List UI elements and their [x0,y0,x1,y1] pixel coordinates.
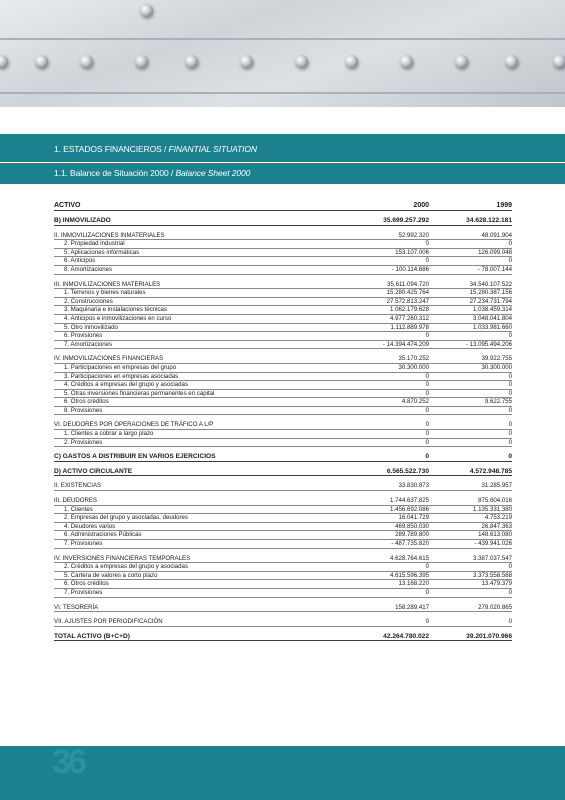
value-2000: - 487.735.820 [391,540,429,547]
row-label: 3. Participaciones en empresas asociadas [64,372,179,380]
rivet-icon [400,55,413,68]
value-2000: 0 [425,421,429,429]
value-2000: 15.280.425.764 [386,289,429,297]
section-heading-bar [0,134,565,162]
row-label: 4. Créditos a empresas del grupo y asociadas [64,381,188,389]
row-label: III. DEUDORES [54,497,98,505]
steel-panel-banner [0,0,565,107]
value-2000: 1.744.637.825 [390,497,429,505]
table-row [54,232,512,241]
balance-sheet-table [54,201,512,641]
value-2000: 35.170.252 [398,355,429,363]
value-2000: 33.830.873 [398,482,429,490]
value-1999: 0 [508,240,512,248]
row-label: 6. Administraciones Públicas [64,531,142,539]
row-label: 1. Terrenos y bienes naturales [64,289,146,297]
row-label: VII. AJUSTES POR PERIODIFICACIÓN [54,618,163,626]
value-2000: 0 [425,257,429,265]
row-label: 6. Anticipos [64,257,96,265]
value-2000: 4.977.260.312 [390,314,429,322]
value-2000: 52.992.320 [398,231,429,239]
row-label: 1. Clientes a cobrar a largo plazo [64,430,154,438]
value-1999: - 13.095.494.206 [465,340,512,348]
value-1999: 0 [508,381,512,389]
table-header [54,201,512,211]
table-row [54,324,512,333]
section-heading: 1. ESTADOS FINANCIEROS / FINANTIAL SITUATION [54,144,257,154]
table-row [54,531,512,540]
row-label: 2. Construcciones [64,297,113,305]
value-1999: 0 [508,430,512,438]
table-row [54,390,512,399]
row-label: 7. Provisiones [64,540,103,547]
value-1999: 15.280.387.156 [469,289,512,297]
row-label: VI. DEUDORES POR OPERACIONES DE TRÁFICO A L/P [54,421,214,429]
row-label: 4. Anticipos e inmovilizaciones en curso [64,314,172,322]
row-label: 1. Clientes [64,505,93,513]
value-1999: 0 [508,332,512,340]
table-row [54,453,512,462]
row-label: 3. Maquinaria e instalaciones técnicas [64,306,167,314]
value-1999: 0 [508,563,512,571]
rivet-icon [240,55,253,68]
rivet-icon [140,4,153,17]
value-2000: 0 [425,389,429,397]
panel-seam [0,38,565,40]
value-1999: 48.091.904 [481,231,512,239]
value-2000: 1.062.179.628 [390,306,429,314]
subsection-heading: 1.1. Balance de Situación 2000 / Balance Sheet 2000 [54,168,251,178]
value-2000: 4.628.764.615 [390,554,429,562]
table-row [54,315,512,324]
page-number: 36 [52,743,84,781]
row-label: 2. Propiedad industrial [64,240,125,248]
table-row [54,373,512,382]
value-2000: 0 [425,332,429,340]
row-label: 5. Aplicaciones informáticas [64,248,140,256]
row-label: II. EXISTENCIAS [54,482,102,490]
value-2000: 1.112.889.978 [390,323,429,331]
total-row [54,633,512,642]
table-row [54,355,512,364]
value-1999: 1.135.331.380 [473,505,512,513]
table-row [54,381,512,390]
table-row [54,217,512,226]
value-2000: 35.611.094.720 [387,280,429,288]
value-2000: 30.300.000 [398,363,429,371]
table-row [54,497,512,506]
table-row [54,289,512,298]
table-row [54,523,512,532]
value-1999: 1.033.981.660 [473,323,512,331]
rivet-icon [135,55,148,68]
value-2000: 0 [425,563,429,571]
row-label: 8. Provisiones [64,406,103,414]
value-1999: 0 [508,257,512,265]
row-label: 7. Amortizaciones [64,340,113,348]
subsection-heading-bar [0,163,565,184]
rivet-icon [553,55,565,68]
value-1999: 126.099.048 [478,248,512,256]
value-2000: 4.870.252 [401,398,429,406]
rivet-icon [0,55,8,68]
value-1999: 3.048.041.804 [473,314,512,322]
value-2000: 0 [425,406,429,414]
table-row [54,364,512,373]
value-2000: 0 [425,381,429,389]
value-1999: 4.753.219 [484,514,512,522]
value-1999: 0 [508,421,512,429]
row-label: 1. Participaciones en empresas del grupo [64,363,177,371]
header-1999: 1999 [496,202,512,209]
value-1999: 34.540.107.522 [469,280,512,288]
value-2000: - 14.394.474.209 [382,340,429,348]
value-1999: - 439.941.026 [474,540,512,547]
row-label: IV. INVERSIONES FINANCIERAS TEMPORALES [54,554,191,562]
value-1999: 1.038.459.314 [473,306,512,314]
value-1999: 0 [508,453,512,461]
value-1999: 0 [508,588,512,596]
value-1999: 31.285.957 [481,482,512,490]
value-2000: 0 [425,453,429,461]
row-label: VI. TESORERÍA [54,603,99,611]
value-1999: 39.922.755 [481,355,512,363]
row-label: 6. Otros créditos [64,580,109,588]
row-label: IV. INMOVILIZACIONES FINANCIERAS [54,355,164,363]
value-1999: 27.234.731.794 [469,297,512,305]
value-2000: 13.168.220 [398,580,429,588]
value-2000: 0 [425,438,429,446]
rivet-icon [35,55,48,68]
table-row [54,430,512,439]
row-label: B) INMOVILIZADO [54,217,111,224]
table-row [54,249,512,258]
row-label: 2. Créditos a empresas del grupo y asociadas [64,563,188,571]
value-1999: 0 [508,438,512,446]
value-1999: 30.300.000 [481,363,512,371]
table-row [54,540,512,549]
table-row [54,421,512,430]
value-1999: 26.847.363 [481,522,512,530]
value-2000: 16.041.729 [398,514,429,522]
value-1999: 13.479.379 [481,580,512,588]
value-2000: 0 [425,618,429,626]
table-row [54,572,512,581]
value-2000: 0 [425,372,429,380]
table-row [54,468,512,477]
value-2000: 469.850.030 [395,522,429,530]
row-label: TOTAL ACTIVO (B+C+D) [54,632,130,640]
table-row [54,398,512,407]
row-label: 7. Provisiones [64,588,103,596]
table-row [54,580,512,589]
value-2000: 158.289.417 [395,603,429,611]
row-label: 2. Empresas del grupo y asociadas, deudores [64,514,188,522]
row-label: 8. Amortizaciones [64,265,113,273]
value-1999: 0 [508,618,512,626]
value-2000: 289.789.800 [395,531,429,539]
value-1999: 0 [508,372,512,380]
value-2000: 153.107.006 [395,248,429,256]
table-row [54,439,512,448]
value-2000: 0 [425,240,429,248]
table-row [54,341,512,350]
table-row [54,618,512,627]
value-1999: 3.373.558.568 [473,571,512,579]
value-1999: 279.020.865 [478,603,512,611]
header-activo: ACTIVO [54,202,81,209]
value-1999: - 78.007.144 [477,265,512,273]
value-1999: 0 [508,406,512,414]
header-2000: 2000 [413,202,429,209]
table-row [54,266,512,275]
row-label: 4. Deudores varios [64,522,116,530]
value-1999: 0 [508,389,512,397]
value-2000: 4.615.596.395 [390,571,429,579]
value-1999: 875.604.016 [478,497,512,505]
table-row [54,257,512,266]
rivet-icon [455,55,468,68]
row-label: 6. Otros créditos [64,398,109,406]
value-2000: 0 [425,430,429,438]
value-1999: 3.387.037.547 [473,554,512,562]
table-row [54,563,512,572]
value-1999: 4.572.948.785 [469,467,512,475]
footer-bar [0,746,565,800]
table-row [54,604,512,613]
table-row [54,407,512,416]
row-label: III. INMOVILIZACIONES MATERIALES [54,280,161,288]
table-row [54,281,512,290]
table-row [54,555,512,564]
table-row [54,482,512,491]
value-1999: 9.622.755 [484,398,512,406]
row-label: 5. Cartera de valores a corto plazo [64,571,158,579]
value-2000: 27.572.813.247 [386,297,429,305]
row-label: 5. Otro inmovilizado [64,323,118,331]
rivet-icon [295,55,308,68]
table-row [54,506,512,515]
table-row [54,240,512,249]
value-2000: 1.456.692.086 [390,505,429,513]
value-2000: 6.565.522.730 [386,467,429,475]
rivet-icon [345,55,358,68]
row-label: C) GASTOS A DISTRIBUIR EN VARIOS EJERCICIOS [54,453,216,461]
table-row [54,332,512,341]
row-label: 2. Provisiones [64,438,103,446]
table-row [54,589,512,598]
row-label: D) ACTIVO CIRCULANTE [54,467,133,475]
rivet-icon [505,55,518,68]
value-2000: 35.699.257.292 [383,217,429,224]
table-row [54,298,512,307]
row-label: 6. Provisiones [64,332,103,340]
value-2000: 42.264.780.022 [383,632,429,640]
table-row [54,306,512,315]
row-label: II. INMOVILIZACIONES INMATERIALES [54,231,165,239]
row-label: 5. Otras inversiones financieras permanentes en capital [64,389,215,397]
value-2000: 0 [425,588,429,596]
value-1999: 34.628.122.181 [466,217,512,224]
value-2000: - 100.114.686 [391,265,429,273]
value-1999: 39.201.070.966 [466,632,512,640]
rivet-icon [80,55,93,68]
value-1999: 148.613.080 [478,531,512,539]
panel-seam [0,92,565,94]
rivet-icon [185,55,198,68]
table-row [54,514,512,523]
